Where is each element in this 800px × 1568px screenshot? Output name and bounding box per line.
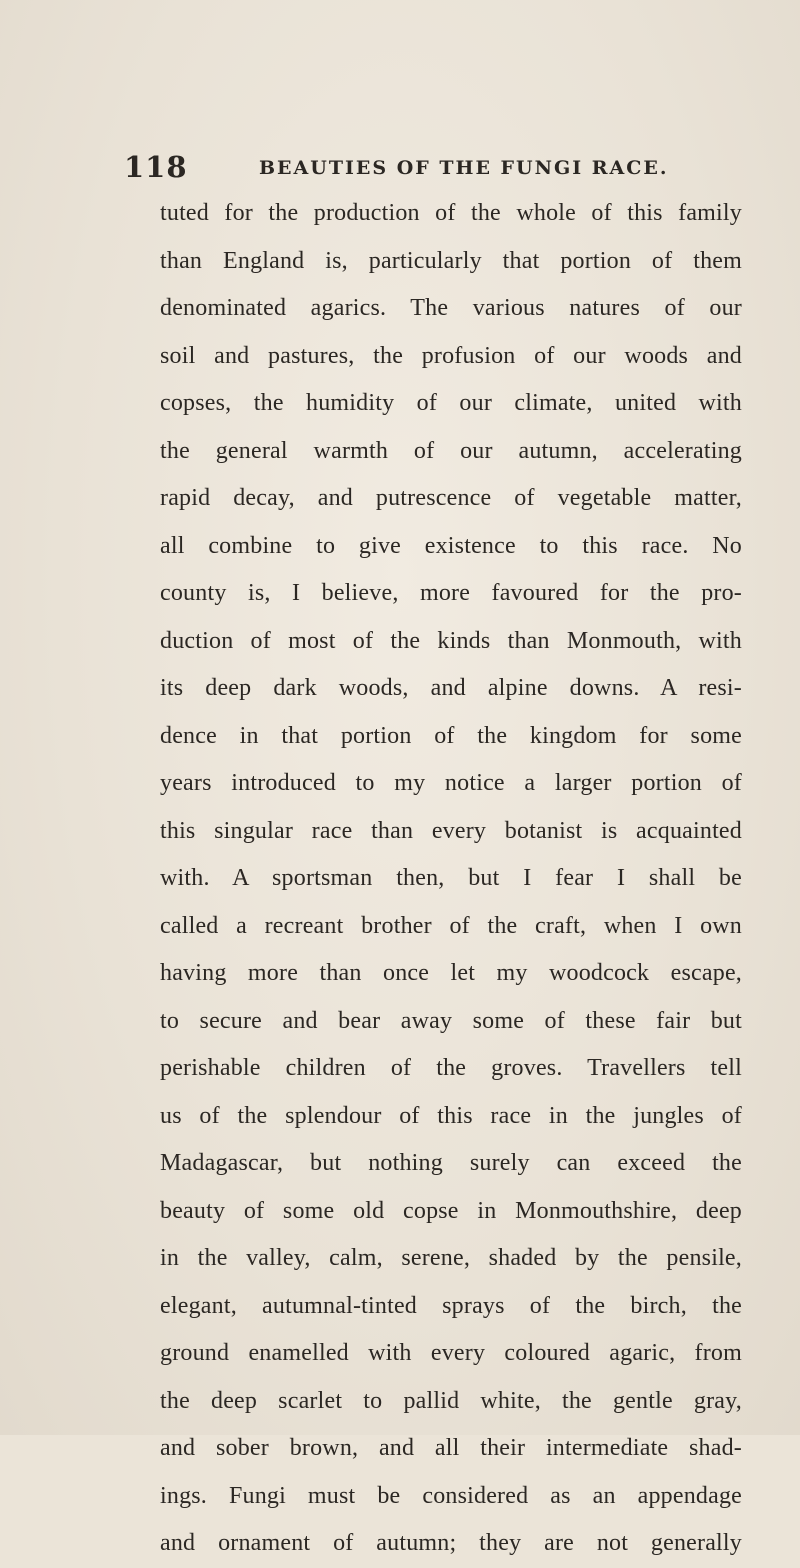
- text-line: soil and pastures, the profusion of our woods and: [160, 342, 742, 369]
- text-line: beauty of some old copse in Monmouthshire, deep: [160, 1197, 742, 1224]
- text-line: duction of most of the kinds than Monmouth, with: [160, 627, 742, 654]
- text-line: this singular race than every botanist is acquainted: [160, 817, 742, 844]
- text-line: with. A sportsman then, but I fear I shall be: [160, 865, 742, 891]
- text-line: to secure and bear away some of these fair but: [160, 1007, 742, 1034]
- text-line: ings. Fungi must be considered as an appendage: [160, 1482, 742, 1509]
- text-line: Madagascar, but nothing surely can exceed the: [160, 1150, 742, 1176]
- text-line: the general warmth of our autumn, accelerating: [160, 437, 742, 464]
- text-line: us of the splendour of this race in the jungles of: [160, 1102, 742, 1129]
- text-line: dence in that portion of the kingdom for some: [160, 722, 742, 749]
- text-line: the deep scarlet to pallid white, the gentle gray,: [160, 1387, 742, 1414]
- text-line: ground enamelled with every coloured agaric, from: [160, 1340, 742, 1366]
- text-line: county is, I believe, more favoured for the pro-: [160, 580, 742, 606]
- text-line: denominated agarics. The various natures of our: [160, 295, 742, 321]
- page-number: 118: [124, 150, 188, 184]
- page-header: [124, 150, 744, 190]
- text-line: its deep dark woods, and alpine downs. A resi-: [160, 675, 742, 701]
- running-head: BEAUTIES OF THE FUNGI RACE.: [259, 157, 669, 179]
- text-line: elegant, autumnal-tinted sprays of the birch, the: [160, 1292, 742, 1319]
- text-line: called a recreant brother of the craft, when I own: [160, 912, 742, 939]
- body-text: [160, 190, 742, 1568]
- text-line: rapid decay, and putrescence of vegetable matter,: [160, 485, 742, 511]
- text-line: and ornament of autumn; they are not generally: [160, 1530, 742, 1556]
- text-line: tuted for the production of the whole of this family: [160, 200, 742, 226]
- text-line: copses, the humidity of our climate, united with: [160, 390, 742, 416]
- text-line: and sober brown, and all their intermediate shad-: [160, 1435, 742, 1461]
- text-line: than England is, particularly that portion of them: [160, 247, 742, 274]
- text-line: years introduced to my notice a larger portion of: [160, 770, 742, 796]
- text-line: in the valley, calm, serene, shaded by the pensile,: [160, 1245, 742, 1271]
- text-line: perishable children of the groves. Travellers tell: [160, 1055, 742, 1081]
- text-line: having more than once let my woodcock escape,: [160, 960, 742, 986]
- text-line: all combine to give existence to this race. No: [160, 532, 742, 559]
